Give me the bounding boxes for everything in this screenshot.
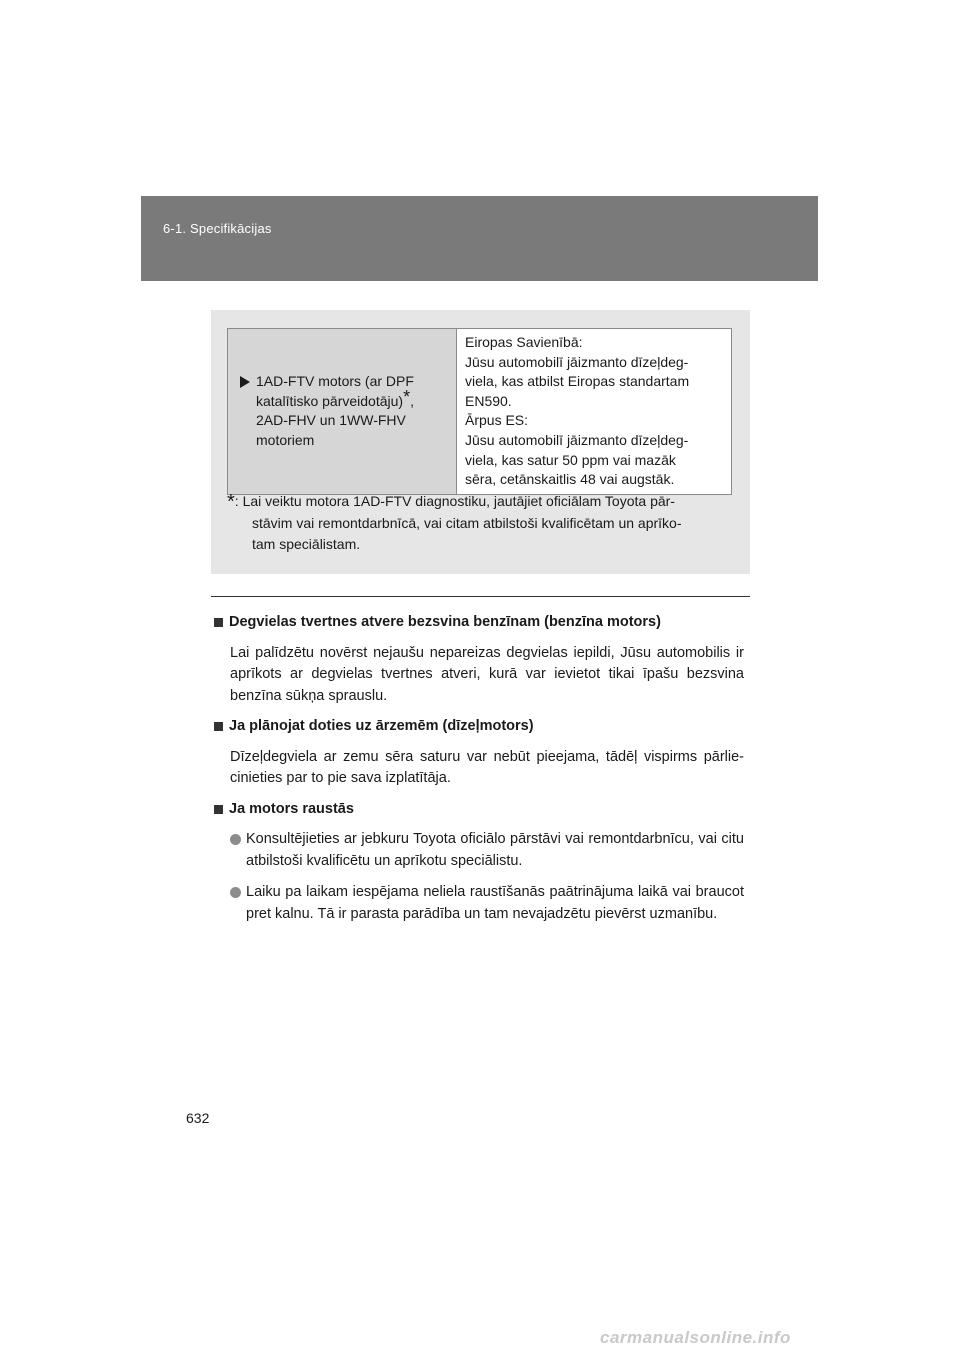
square-bullet-icon <box>214 805 223 814</box>
non-eu-heading: Ārpus ES: <box>465 412 529 429</box>
fuel-spec-table <box>227 328 732 495</box>
page-number: 632 <box>186 1110 210 1126</box>
eu-heading: Eiropas Savienībā: <box>465 334 583 350</box>
fuel-requirement-cell <box>457 329 732 495</box>
engine-line-1: 1AD-FTV motors (ar DPF <box>256 373 414 390</box>
section-title: Ja motors raustās <box>211 799 744 821</box>
square-bullet-icon <box>214 722 223 731</box>
eu-text: Jūsu automobilī jāizmanto dīzeļdeg- <box>465 353 689 370</box>
non-eu-text: sēra, cetānskaitlis 48 vai augstāk. <box>465 471 675 488</box>
triangle-bullet-icon <box>240 372 256 450</box>
eu-text: viela, kas atbilst Eiropas standartam <box>465 373 690 390</box>
watermark-text: carmanualsonline.info <box>600 1328 791 1347</box>
chapter-section-title: 6-1. Specifikācijas <box>163 221 272 236</box>
footnote-star: * <box>403 386 411 407</box>
circle-bullet-icon <box>230 834 241 845</box>
non-eu-text: viela, kas satur 50 ppm vai mazāk <box>465 451 676 468</box>
main-content <box>211 612 744 935</box>
eu-text: EN590. <box>465 392 512 409</box>
footnote-marker: * <box>227 491 235 513</box>
engine-line-2: katalītisko pārveidotāju)*, <box>256 386 414 409</box>
footnote-line: stāvim vai remontdarbnīcā, vai citam atbilstoši kvalificētam un aprīko- <box>252 515 682 531</box>
section-title: Degvielas tvertnes atvere bezsvina benzīnam (benzīna motors) <box>211 612 744 634</box>
footnote-line: tam speciālistam. <box>252 536 361 552</box>
list-item: Konsultējieties ar jebkuru Toyota oficiālo pārstāvi vai remontdarbnīcu, vai citu atbilstoši kvalificētu un aprīkotu speciālistu. <box>230 829 744 872</box>
engine-line-3: 2AD-FHV un 1WW-FHV <box>256 412 406 429</box>
section-divider <box>211 596 750 597</box>
list-item: Laiku pa laikam iespējama neliela raustīšanās paātrinājuma laikā vai braucot pret kalnu. Tā ir parasta parādība un tam nevajadzētu pievērst uzmanību. <box>230 882 744 925</box>
footnote <box>227 491 732 555</box>
section-paragraph: Dīzeļdegviela ar zemu sēra saturu var nebūt pieejama, tādēļ vispirms pārlie-cinieties par to pie sava izplatītāja. <box>230 748 744 786</box>
circle-bullet-icon <box>230 887 241 898</box>
square-bullet-icon <box>214 618 223 627</box>
non-eu-text: Jūsu automobilī jāizmanto dīzeļdeg- <box>465 431 689 448</box>
table-row <box>228 329 732 495</box>
section-title: Ja plānojat doties uz ārzemēm (dīzeļmotors) <box>211 716 744 738</box>
footnote-line: : Lai veiktu motora 1AD-FTV diagnostiku, jautājiet oficiālam Toyota pār- <box>234 493 675 509</box>
section-paragraph: Lai palīdzētu novērst nejaušu nepareizas degvielas iepildi, Jūsu automobilis ir aprīkots ar degvielas tvertnes atveri, kurā var ievietot tikai īpašu bezsvina benzīna sūkņa sprauslu. <box>230 644 744 704</box>
chapter-header-band <box>141 196 818 281</box>
engine-type-cell <box>228 329 457 495</box>
engine-line-4: motoriem <box>256 431 315 448</box>
spec-info-box <box>211 310 750 574</box>
